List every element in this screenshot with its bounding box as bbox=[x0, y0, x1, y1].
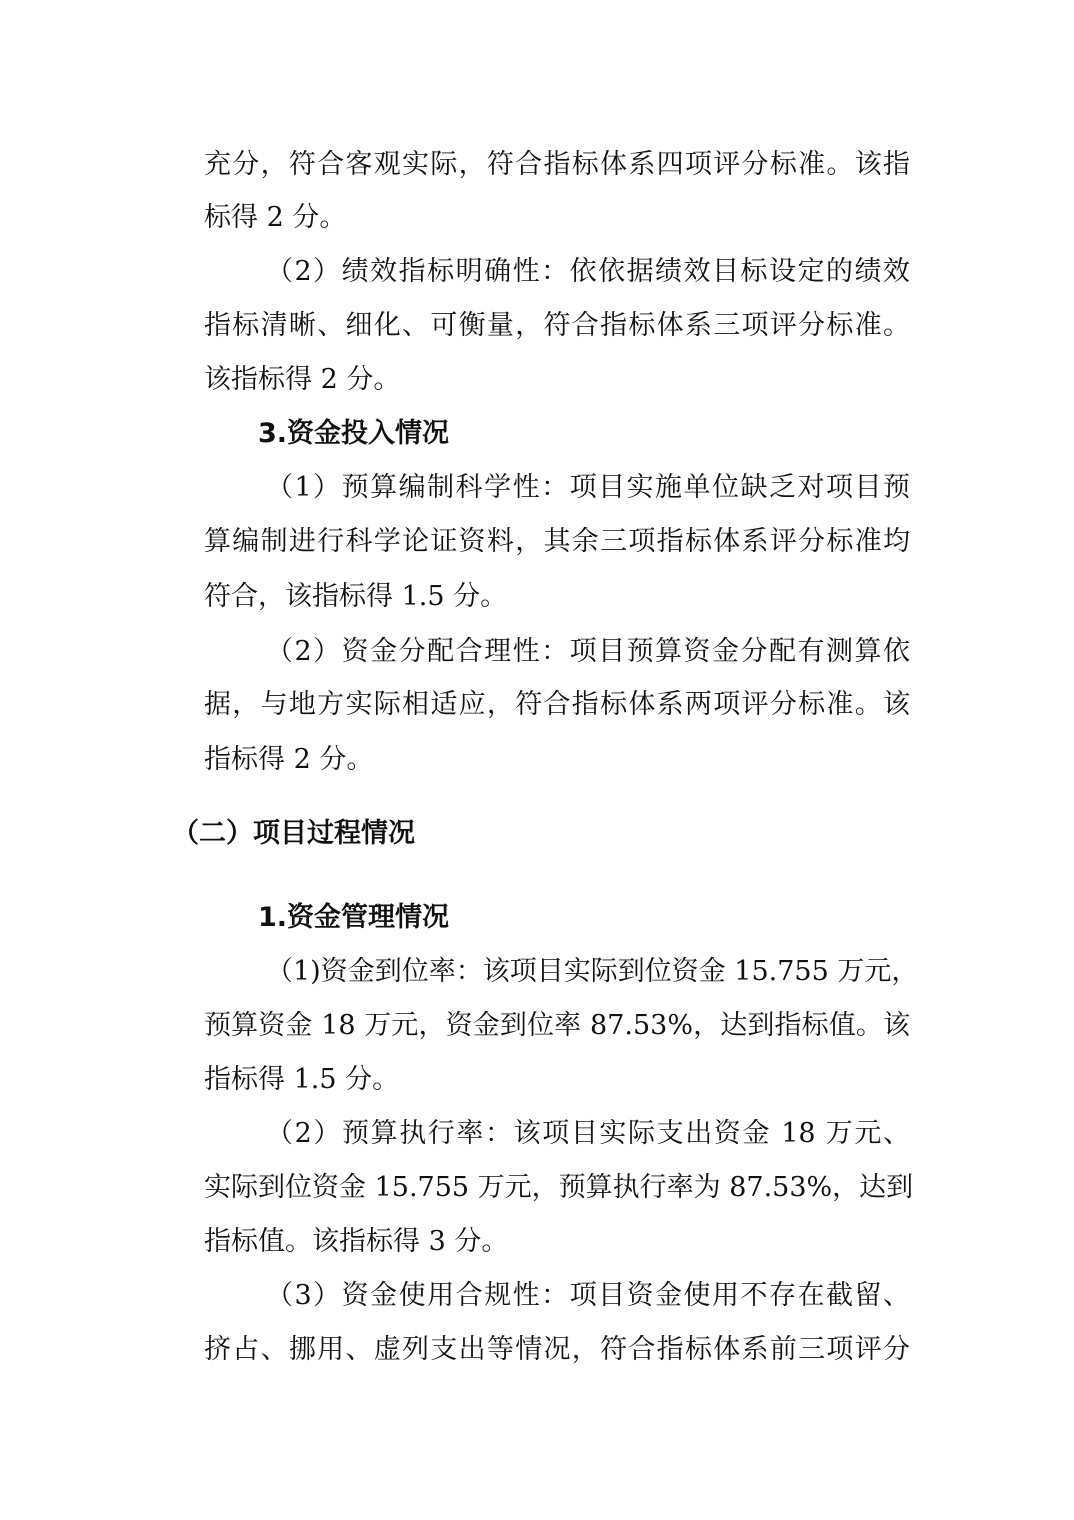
paragraph-line: 算编制进行科学论证资料，其余三项指标体系评分标准均 bbox=[204, 526, 910, 557]
paragraph-line: 指标清晰、细化、可衡量，符合指标体系三项评分标准。 bbox=[204, 310, 910, 341]
paragraph-line: 挤占、挪用、虚列支出等情况，符合指标体系前三项评分 bbox=[204, 1334, 910, 1365]
paragraph-line: 标得 2 分。 bbox=[204, 202, 347, 233]
paragraph-line: （2）资金分配合理性：项目预算资金分配有测算依 bbox=[266, 636, 910, 667]
paragraph-line: （3）资金使用合规性：项目资金使用不存在截留、 bbox=[266, 1280, 910, 1311]
chapter-heading: （二）项目过程情况 bbox=[172, 818, 415, 849]
paragraph-line: （2）预算执行率：该项目实际支出资金 18 万元、 bbox=[266, 1118, 910, 1149]
section-heading: 1.资金管理情况 bbox=[258, 902, 450, 933]
section-heading: 3.资金投入情况 bbox=[258, 418, 450, 449]
paragraph-line: 符合，该指标得 1.5 分。 bbox=[204, 581, 508, 612]
paragraph-line: 据，与地方实际相适应，符合指标体系两项评分标准。该 bbox=[204, 689, 910, 720]
paragraph-line: （2）绩效指标明确性：依依据绩效目标设定的绩效 bbox=[266, 256, 910, 287]
paragraph-line: （1)资金到位率：该项目实际到位资金 15.755 万元， bbox=[266, 956, 919, 987]
paragraph-line: 指标值。该指标得 3 分。 bbox=[204, 1226, 509, 1257]
paragraph-line: 实际到位资金 15.755 万元，预算执行率为 87.53%，达到 bbox=[204, 1172, 914, 1203]
paragraph-line: 预算资金 18 万元，资金到位率 87.53%，达到指标值。该 bbox=[204, 1010, 910, 1041]
paragraph-line: 指标得 2 分。 bbox=[204, 744, 374, 775]
paragraph-line: （1）预算编制科学性：项目实施单位缺乏对项目预 bbox=[266, 472, 910, 503]
paragraph-line: 该指标得 2 分。 bbox=[204, 364, 401, 395]
paragraph-line: 指标得 1.5 分。 bbox=[204, 1064, 400, 1095]
paragraph-line: 充分，符合客观实际，符合指标体系四项评分标准。该指 bbox=[204, 149, 910, 180]
